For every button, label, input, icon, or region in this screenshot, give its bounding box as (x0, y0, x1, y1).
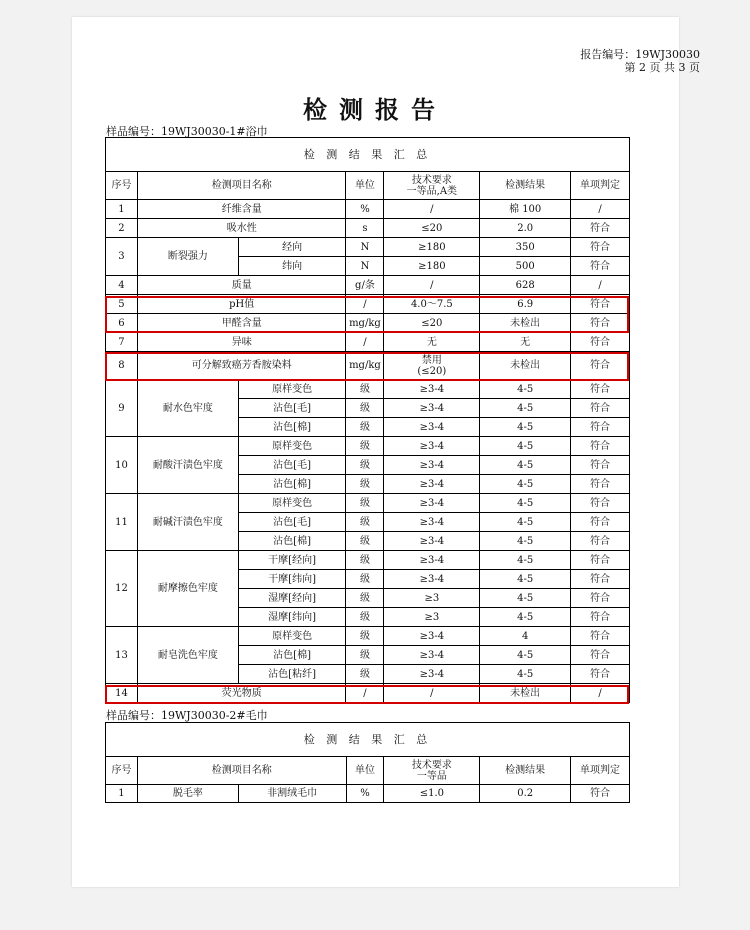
table-row (106, 200, 630, 219)
summary-title-2: 检 测 结 果 汇 总 (106, 723, 630, 757)
cell: % (346, 785, 384, 803)
cell: 符合 (571, 570, 630, 589)
cell: 4-5 (480, 608, 571, 627)
cell: 2.0 (480, 219, 571, 238)
cell: 2 (106, 219, 138, 238)
cell: 级 (346, 418, 384, 437)
cell: 9 (106, 380, 138, 437)
cell: ≥3-4 (384, 532, 480, 551)
cell: 沾色[棉] (238, 418, 346, 437)
cell: 符合 (571, 333, 630, 352)
cell: 沾色[棉] (238, 646, 346, 665)
cell: 级 (346, 494, 384, 513)
report-number: 报告编号：19WJ30030 (580, 48, 700, 61)
sample-number-2: 样品编号：19WJ30030-2#毛巾 (106, 709, 268, 722)
cell: 异味 (137, 333, 346, 352)
header-seq: 序号 (106, 172, 138, 200)
cell: / (571, 684, 630, 703)
cell: / (346, 295, 384, 314)
cell: ≥180 (384, 238, 480, 257)
cell: 符合 (571, 551, 630, 570)
cell: / (384, 684, 480, 703)
cell: 符合 (571, 627, 630, 646)
results-table-2 (105, 722, 630, 803)
cell: 10 (106, 437, 138, 494)
cell: ≥3-4 (384, 456, 480, 475)
cell: 沾色[毛] (238, 456, 346, 475)
cell: 级 (346, 646, 384, 665)
cell: 符合 (571, 238, 630, 257)
cell: 可分解致癌芳香胺染料 (137, 352, 346, 380)
cell: pH值 (137, 295, 346, 314)
cell: 符合 (571, 352, 630, 380)
cell: 符合 (571, 608, 630, 627)
table-row (106, 785, 630, 803)
cell: 4-5 (480, 665, 571, 684)
cell: 级 (346, 513, 384, 532)
cell: 符合 (571, 399, 630, 418)
cell: 4-5 (480, 456, 571, 475)
cell: 级 (346, 456, 384, 475)
cell: ≥3-4 (384, 570, 480, 589)
cell: 未检出 (480, 352, 571, 380)
cell: 1 (106, 785, 138, 803)
table-row (106, 627, 630, 646)
cell: 无 (480, 333, 571, 352)
cell: 符合 (571, 437, 630, 456)
cell: 原样变色 (238, 627, 346, 646)
cell: ≥3 (384, 608, 480, 627)
cell: 棉 100 (480, 200, 571, 219)
cell: 耐皂洗色牢度 (137, 627, 238, 684)
cell: 无 (384, 333, 480, 352)
cell: 符合 (571, 418, 630, 437)
cell: 吸水性 (137, 219, 346, 238)
cell: 级 (346, 380, 384, 399)
cell: 沾色[毛] (238, 513, 346, 532)
cell: 符合 (571, 646, 630, 665)
cell: 质量 (137, 276, 346, 295)
cell: 级 (346, 589, 384, 608)
cell: 级 (346, 551, 384, 570)
cell: ≥180 (384, 257, 480, 276)
cell: / (384, 200, 480, 219)
cell: ≥3-4 (384, 646, 480, 665)
cell: 6.9 (480, 295, 571, 314)
cell: 4-5 (480, 513, 571, 532)
cell: 4-5 (480, 418, 571, 437)
cell: 符合 (571, 219, 630, 238)
cell: / (384, 276, 480, 295)
cell: 4-5 (480, 380, 571, 399)
cell: 符合 (571, 314, 630, 333)
report-title: 检测报告 (303, 95, 447, 124)
report-number-block (580, 48, 700, 74)
cell: 5 (106, 295, 138, 314)
cell: ≤20 (384, 219, 480, 238)
table-row (106, 238, 630, 257)
cell: 符合 (571, 295, 630, 314)
cell: ≥3-4 (384, 627, 480, 646)
header-seq-2: 序号 (106, 757, 138, 785)
cell: ≥3-4 (384, 399, 480, 418)
summary-title: 检 测 结 果 汇 总 (106, 138, 630, 172)
cell: 4-5 (480, 589, 571, 608)
cell: ≥3-4 (384, 475, 480, 494)
cell: 628 (480, 276, 571, 295)
cell: 4.0～7.5 (384, 295, 480, 314)
table-row (106, 551, 630, 570)
cell: 干摩[纬向] (238, 570, 346, 589)
results-table-1 (105, 137, 630, 703)
cell: 耐摩擦色牢度 (137, 551, 238, 627)
cell: 干摩[经向] (238, 551, 346, 570)
cell: 符合 (571, 494, 630, 513)
cell: ≤1.0 (384, 785, 480, 803)
table-row (106, 219, 630, 238)
cell: 4-5 (480, 551, 571, 570)
header-item-2: 检测项目名称 (137, 757, 346, 785)
cell: 沾色[毛] (238, 399, 346, 418)
cell: 级 (346, 570, 384, 589)
table-row (106, 333, 630, 352)
cell: 符合 (571, 785, 630, 803)
cell: 7 (106, 333, 138, 352)
cell: 14 (106, 684, 138, 703)
cell: % (346, 200, 384, 219)
cell: 4-5 (480, 646, 571, 665)
cell: / (571, 200, 630, 219)
cell: 湿摩[经向] (238, 589, 346, 608)
cell: 符合 (571, 475, 630, 494)
cell: 未检出 (480, 314, 571, 333)
cell: g/条 (346, 276, 384, 295)
table-row (106, 352, 630, 380)
cell: 耐碱汗渍色牢度 (137, 494, 238, 551)
cell: ≥3-4 (384, 437, 480, 456)
header-unit: 单位 (346, 172, 384, 200)
cell: 6 (106, 314, 138, 333)
cell: 纬向 (238, 257, 346, 276)
cell: 未检出 (480, 684, 571, 703)
header-verdict: 单项判定 (571, 172, 630, 200)
cell: 符合 (571, 589, 630, 608)
cell: 350 (480, 238, 571, 257)
header-item: 检测项目名称 (137, 172, 346, 200)
cell: 4-5 (480, 532, 571, 551)
cell: 级 (346, 608, 384, 627)
cell: s (346, 219, 384, 238)
cell: mg/kg (346, 352, 384, 380)
cell: / (346, 333, 384, 352)
header-requirement: 技术要求 一等品,A类 (384, 172, 480, 200)
cell: ≤20 (384, 314, 480, 333)
cell: 1 (106, 200, 138, 219)
table-row (106, 494, 630, 513)
cell: 原样变色 (238, 437, 346, 456)
table-row (106, 295, 630, 314)
page-info: 第 2 页 共 3 页 (624, 61, 700, 74)
cell: 4 (480, 627, 571, 646)
header-requirement-2: 技术要求 一等品 (384, 757, 480, 785)
cell: / (571, 276, 630, 295)
cell: 断裂强力 (137, 238, 238, 276)
cell: 符合 (571, 665, 630, 684)
cell: 4-5 (480, 437, 571, 456)
cell: 13 (106, 627, 138, 684)
table-row (106, 276, 630, 295)
cell: 原样变色 (238, 380, 346, 399)
table-row (106, 437, 630, 456)
cell: 级 (346, 627, 384, 646)
cell: 沾色[粘纤] (238, 665, 346, 684)
cell: ≥3-4 (384, 513, 480, 532)
header-verdict-2: 单项判定 (571, 757, 630, 785)
cell: ≥3-4 (384, 418, 480, 437)
header-row-2 (106, 757, 630, 785)
cell: 纤维含量 (137, 200, 346, 219)
cell: 符合 (571, 456, 630, 475)
cell: 4-5 (480, 494, 571, 513)
cell: 12 (106, 551, 138, 627)
cell: 经向 (238, 238, 346, 257)
cell: / (346, 684, 384, 703)
header-result: 检测结果 (480, 172, 571, 200)
cell: 3 (106, 238, 138, 276)
cell: N (346, 238, 384, 257)
cell: 符合 (571, 257, 630, 276)
cell: 耐酸汗渍色牢度 (137, 437, 238, 494)
cell: 沾色[棉] (238, 532, 346, 551)
cell: 级 (346, 532, 384, 551)
cell: mg/kg (346, 314, 384, 333)
cell: 禁用 (≤20) (384, 352, 480, 380)
cell: 4 (106, 276, 138, 295)
cell: 级 (346, 475, 384, 494)
cell: 符合 (571, 380, 630, 399)
cell: 级 (346, 399, 384, 418)
cell: 原样变色 (238, 494, 346, 513)
table-row (106, 684, 630, 703)
cell: ≥3 (384, 589, 480, 608)
cell: 脱毛率 (137, 785, 238, 803)
header-row (106, 172, 630, 200)
cell: 甲醛含量 (137, 314, 346, 333)
cell: 0.2 (480, 785, 571, 803)
cell: 500 (480, 257, 571, 276)
cell: ≥3-4 (384, 551, 480, 570)
cell: 荧光物质 (137, 684, 346, 703)
header-result-2: 检测结果 (480, 757, 571, 785)
cell: 11 (106, 494, 138, 551)
cell: 沾色[棉] (238, 475, 346, 494)
cell: 符合 (571, 532, 630, 551)
cell: ≥3-4 (384, 380, 480, 399)
cell: 符合 (571, 513, 630, 532)
cell: 湿摩[纬向] (238, 608, 346, 627)
cell: 4-5 (480, 399, 571, 418)
table-row (106, 314, 630, 333)
cell: ≥3-4 (384, 665, 480, 684)
cell: 级 (346, 665, 384, 684)
cell: N (346, 257, 384, 276)
cell: 级 (346, 437, 384, 456)
table-row (106, 380, 630, 399)
cell: 4-5 (480, 475, 571, 494)
cell: 耐水色牢度 (137, 380, 238, 437)
header-unit-2: 单位 (346, 757, 384, 785)
sample-number-1: 样品编号：19WJ30030-1#浴巾 (106, 125, 268, 138)
cell: 8 (106, 352, 138, 380)
cell: 4-5 (480, 570, 571, 589)
cell: ≥3-4 (384, 494, 480, 513)
cell: 非割绒毛巾 (238, 785, 346, 803)
